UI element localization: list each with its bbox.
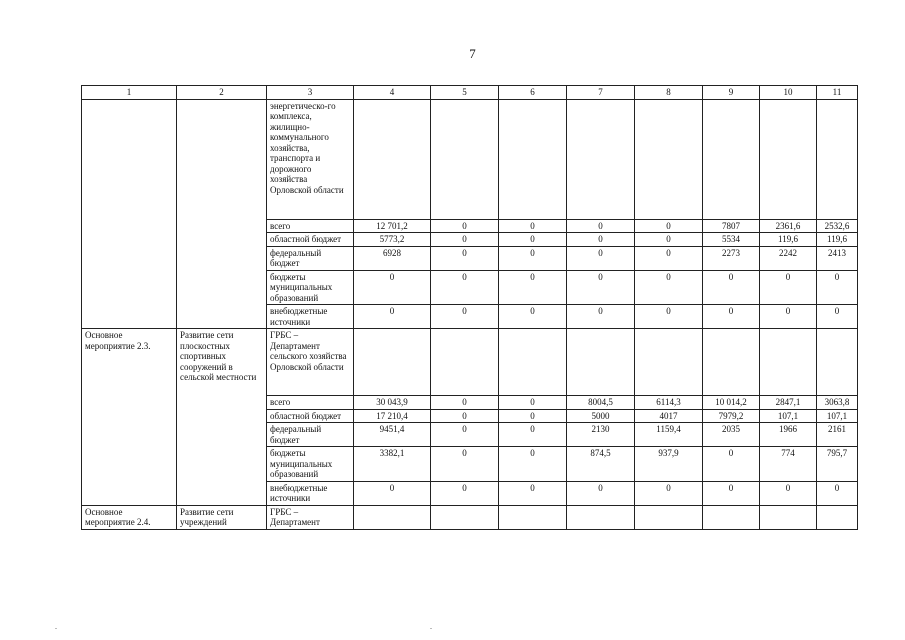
value-cell: 3382,1 bbox=[354, 447, 431, 482]
value-cell: 2361,6 bbox=[760, 219, 817, 233]
col-header: 5 bbox=[431, 86, 499, 100]
value-cell: 0 bbox=[817, 481, 858, 505]
value-cell: 0 bbox=[567, 305, 635, 329]
value-cell: 0 bbox=[431, 219, 499, 233]
value-cell: 0 bbox=[431, 270, 499, 305]
value-cell: 4017 bbox=[635, 409, 703, 423]
block1-name-cell bbox=[177, 99, 267, 329]
source-label: всего bbox=[267, 219, 354, 233]
value-cell: 0 bbox=[817, 270, 858, 305]
source-label: федеральный бюджет bbox=[267, 423, 354, 447]
value-cell: 0 bbox=[760, 305, 817, 329]
col-header: 2 bbox=[177, 86, 267, 100]
value-cell: 119,6 bbox=[760, 233, 817, 247]
value-cell: 0 bbox=[499, 270, 567, 305]
value-cell: 0 bbox=[431, 305, 499, 329]
value-cell: 0 bbox=[431, 233, 499, 247]
col-header: 9 bbox=[703, 86, 760, 100]
value-cell: 0 bbox=[567, 233, 635, 247]
value-cell: 0 bbox=[499, 481, 567, 505]
measure-label: Основное мероприятие 2.4. bbox=[82, 505, 177, 529]
value-cell: 0 bbox=[499, 396, 567, 410]
source-label: всего bbox=[267, 396, 354, 410]
value-cell: 0 bbox=[703, 270, 760, 305]
value-cell: 874,5 bbox=[567, 447, 635, 482]
value-cell: 12 701,2 bbox=[354, 219, 431, 233]
value-cell: 0 bbox=[567, 219, 635, 233]
source-label: областной бюджет bbox=[267, 409, 354, 423]
value-cell: 7979,2 bbox=[703, 409, 760, 423]
value-cell: 0 bbox=[635, 481, 703, 505]
value-cell: 774 bbox=[760, 447, 817, 482]
value-cell: 937,9 bbox=[635, 447, 703, 482]
value-cell: 0 bbox=[760, 270, 817, 305]
value-cell: 0 bbox=[635, 246, 703, 270]
value-cell: 0 bbox=[567, 270, 635, 305]
value-cell: 0 bbox=[760, 481, 817, 505]
block2-heading-row bbox=[82, 329, 858, 396]
value-cell: 0 bbox=[567, 246, 635, 270]
measure-name: Развитие сети плоскостных спортивных сооружений в сельской местности bbox=[177, 329, 267, 506]
value-cell: 0 bbox=[635, 270, 703, 305]
value-cell: 0 bbox=[635, 233, 703, 247]
source-label: бюджеты муниципальных образований bbox=[267, 270, 354, 305]
value-cell: 0 bbox=[499, 447, 567, 482]
value-cell: 2161 bbox=[817, 423, 858, 447]
value-cell: 0 bbox=[431, 481, 499, 505]
budget-table bbox=[81, 85, 858, 530]
value-cell: 119,6 bbox=[817, 233, 858, 247]
value-cell: 6114,3 bbox=[635, 396, 703, 410]
value-cell: 7807 bbox=[703, 219, 760, 233]
source-label: бюджеты муниципальных образований bbox=[267, 447, 354, 482]
value-cell: 107,1 bbox=[760, 409, 817, 423]
value-cell: 3063,8 bbox=[817, 396, 858, 410]
col-header: 11 bbox=[817, 86, 858, 100]
value-cell: 10 014,2 bbox=[703, 396, 760, 410]
value-cell: 2130 bbox=[567, 423, 635, 447]
col-header: 1 bbox=[82, 86, 177, 100]
value-cell: 5000 bbox=[567, 409, 635, 423]
value-cell: 1966 bbox=[760, 423, 817, 447]
block3-heading: ГРБС – Департамент bbox=[267, 505, 354, 529]
value-cell: 0 bbox=[567, 481, 635, 505]
value-cell: 0 bbox=[499, 233, 567, 247]
value-cell: 0 bbox=[499, 219, 567, 233]
col-header: 4 bbox=[354, 86, 431, 100]
block1-heading: энергетическо-го комплекса, жилищно-коммунального хозяйства, транспорта и дорожного хозяйства Орловской области bbox=[267, 99, 354, 219]
value-cell: 795,7 bbox=[817, 447, 858, 482]
value-cell: 0 bbox=[635, 305, 703, 329]
value-cell: 5773,2 bbox=[354, 233, 431, 247]
block3-heading-row bbox=[82, 505, 858, 529]
value-cell: 0 bbox=[703, 305, 760, 329]
source-label: областной бюджет bbox=[267, 233, 354, 247]
measure-label: Основное мероприятие 2.3. bbox=[82, 329, 177, 506]
page-number: 7 bbox=[469, 46, 476, 61]
value-cell: 0 bbox=[499, 423, 567, 447]
value-cell: 0 bbox=[817, 305, 858, 329]
value-cell: 0 bbox=[354, 270, 431, 305]
col-header: 7 bbox=[567, 86, 635, 100]
value-cell: 0 bbox=[431, 246, 499, 270]
value-cell: 2035 bbox=[703, 423, 760, 447]
value-cell: 0 bbox=[703, 447, 760, 482]
block2-heading: ГРБС – Департамент сельского хозяйства Орловской области bbox=[267, 329, 354, 396]
value-cell: 0 bbox=[354, 481, 431, 505]
source-label: внебюджетные источники bbox=[267, 481, 354, 505]
header-row bbox=[82, 86, 858, 100]
value-cell: 9451,4 bbox=[354, 423, 431, 447]
value-cell: 2413 bbox=[817, 246, 858, 270]
value-cell: 0 bbox=[499, 246, 567, 270]
col-header: 8 bbox=[635, 86, 703, 100]
value-cell: 0 bbox=[354, 305, 431, 329]
scan-speck bbox=[55, 628, 57, 629]
measure-name: Развитие сети учреждений bbox=[177, 505, 267, 529]
value-cell: 107,1 bbox=[817, 409, 858, 423]
value-cell: 0 bbox=[499, 305, 567, 329]
value-cell: 0 bbox=[431, 423, 499, 447]
value-cell: 2847,1 bbox=[760, 396, 817, 410]
value-cell: 0 bbox=[431, 447, 499, 482]
value-cell: 2273 bbox=[703, 246, 760, 270]
col-header: 3 bbox=[267, 86, 354, 100]
block1-heading-row bbox=[82, 99, 858, 219]
source-label: внебюджетные источники bbox=[267, 305, 354, 329]
value-cell: 0 bbox=[499, 409, 567, 423]
value-cell: 30 043,9 bbox=[354, 396, 431, 410]
value-cell: 0 bbox=[431, 409, 499, 423]
value-cell: 1159,4 bbox=[635, 423, 703, 447]
source-label: федеральный бюджет bbox=[267, 246, 354, 270]
value-cell: 17 210,4 bbox=[354, 409, 431, 423]
value-cell: 0 bbox=[703, 481, 760, 505]
block1-measure-cell bbox=[82, 99, 177, 329]
value-cell: 2532,6 bbox=[817, 219, 858, 233]
value-cell: 6928 bbox=[354, 246, 431, 270]
value-cell: 5534 bbox=[703, 233, 760, 247]
scan-speck bbox=[430, 628, 432, 629]
col-header: 6 bbox=[499, 86, 567, 100]
value-cell: 0 bbox=[431, 396, 499, 410]
value-cell: 0 bbox=[635, 219, 703, 233]
value-cell: 8004,5 bbox=[567, 396, 635, 410]
value-cell: 2242 bbox=[760, 246, 817, 270]
col-header: 10 bbox=[760, 86, 817, 100]
